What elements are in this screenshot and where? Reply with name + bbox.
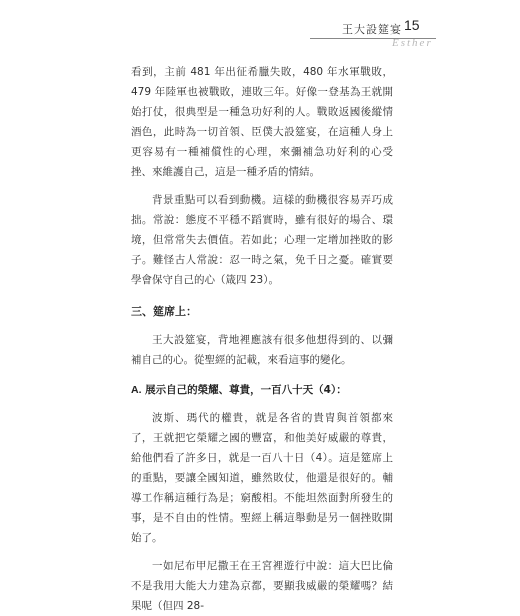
section-heading: 三、筵席上： <box>131 305 197 318</box>
page-body <box>131 62 393 616</box>
running-title: 王大設筵宴 <box>342 23 402 36</box>
subheading-text: 展示自己的榮耀、尊貴，一百八十天（4）： <box>145 384 347 396</box>
page-number: 15 <box>404 17 420 33</box>
subheading-letter: A. <box>131 384 142 396</box>
subheading <box>131 380 393 400</box>
paragraph-2: 背景重點可以看到動機。這樣的動機很容易弄巧成拙。常說：態度不平穩不蹈實時，雖有很好的場合、環境，但常常失去價值。若如此；心理一定增加挫敗的影子。難怪古人常說：忍一時之氣，免千日之憂。確實要學會保守自己的心（箴四 23）。 <box>131 194 393 286</box>
paragraph-3: 王大設筵宴，背地裡應該有很多他想得到的、以彌補自己的心。從聖經的記載，來看這事的變化。 <box>131 334 393 366</box>
paragraph-5: 一如尼布甲尼撒王在王宮裡遊行中說：這大巴比倫不是我用大能大力建為京都，要顯我威嚴的榮耀嗎？結果呢（但四 28- <box>131 560 393 612</box>
paragraph-4: 波斯、瑪代的權貴，就是各省的貴胄與首領都來了，王就把它榮耀之國的豐富，和他美好威嚴的尊貴，給他們看了許多日，就是一百八十日（4）。這是筵席上的重點，要讓全國知道，雖然敗仗，他還是很好的。輔導工作稱這種行為是；窮酸相。不能坦然面對所發生的事，是不自由的性情。聖經上稱這舉動是另一個挫敗開始了。 <box>131 412 393 544</box>
paragraph-1: 看到，主前 481 年出征希臘失敗，480 年水軍戰敗，479 年陸軍也被戰敗，連敗三年。好像一登基為王就開始打仗，很典型是一種急功好利的人。戰敗返國後縱情酒色，此時為一切首領、臣僕大設筵宴，在這種人身上更容易有一種補償性的心理，來彌補急功好利的心受挫、來維護自己，這是一種矛盾的情結。 <box>131 66 393 178</box>
series-label: Esther <box>392 37 433 49</box>
page-header <box>0 0 520 60</box>
